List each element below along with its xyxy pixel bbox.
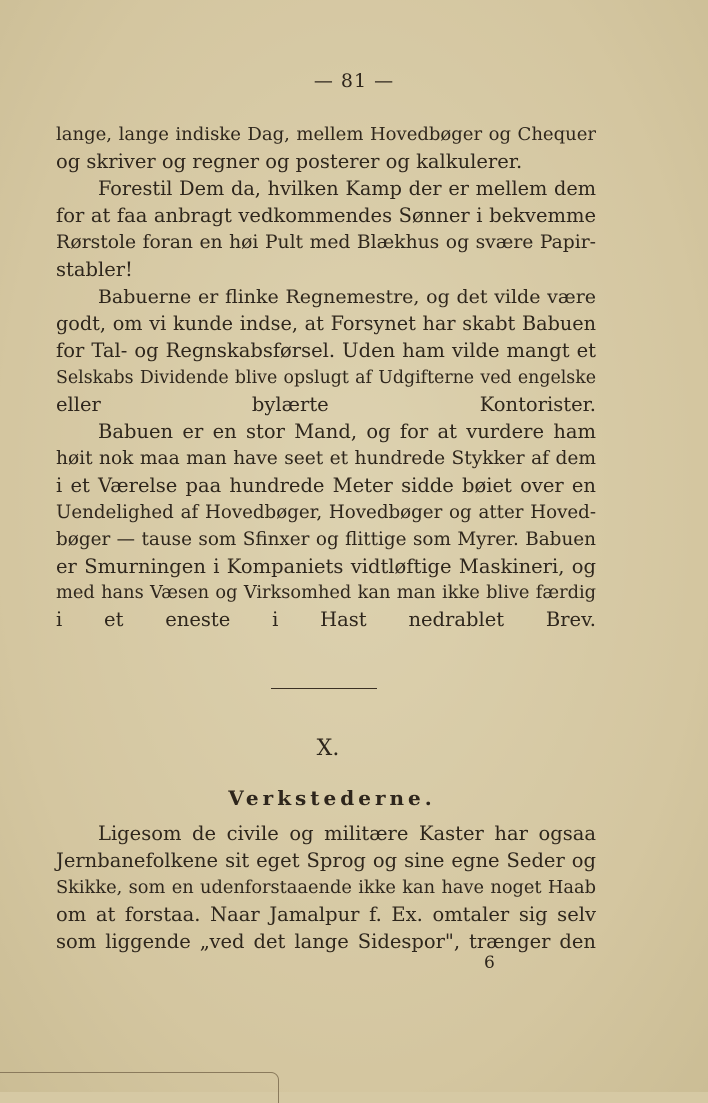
text-line: er Smurningen i Kompaniets vidtløftige Maskineri, og [56, 554, 596, 578]
text-line: Skikke, som en udenforstaaende ikke kan have noget Haab [56, 876, 596, 898]
text-line: Ligesom de civile og militære Kaster har ogsaa [98, 822, 596, 845]
text-line: for Tal- og Regnskabsførsel. Uden ham vilde mangt et [56, 338, 596, 362]
paragraph-2 [56, 176, 596, 284]
text-line: Uendelighed af Hovedbøger, Hovedbøger og atter Hoved- [56, 501, 596, 523]
chapter-title: Verkstederne. [228, 786, 436, 810]
paragraph-3 [56, 284, 596, 419]
signature-mark: 6 [484, 953, 495, 973]
text-line: Selskabs Dividende blive opslugt af Udgifterne ved engelske [56, 367, 596, 388]
paragraph-4 [56, 419, 596, 634]
text-line: stabler! [56, 257, 133, 281]
text-line: som liggende „ved det lange Sidespor", trænger den [56, 929, 596, 953]
section-divider [271, 688, 377, 689]
text-line: med hans Væsen og Virksomhed kan man ikke blive færdig [56, 582, 596, 604]
text-line: godt, om vi kunde indse, at Forsynet har skabt Babuen [56, 311, 596, 335]
text-line: for at faa anbragt vedkommendes Sønner i bekvemme [56, 203, 596, 227]
chapter-number: X. [316, 736, 340, 761]
paragraph-5 [56, 821, 596, 956]
text-line: og skriver og regner og posterer og kalkulerer. [56, 149, 523, 173]
text-line: høit nok maa man have seet et hundrede Stykker af dem [56, 447, 596, 469]
page-edge-tab [0, 1072, 279, 1103]
text-line: lange, lange indiske Dag, mellem Hovedbøger og Chequer [56, 124, 596, 145]
paragraph-1 [56, 122, 596, 176]
text-line: eller bylærte Kontorister. [56, 392, 596, 416]
text-line: om at forstaa. Naar Jamalpur f. Ex. omtaler sig selv [56, 902, 596, 926]
text-line: bøger — tause som Sfinxer og flittige som Myrer. Babuen [56, 528, 596, 550]
text-line: Jernbanefolkene sit eget Sprog og sine egne Seder og [56, 848, 596, 872]
text-line: i et Værelse paa hundrede Meter sidde bøiet over en [56, 473, 596, 497]
text-line: Rørstole foran en høi Pult med Blækhus og svære Papir- [56, 231, 596, 253]
text-line: i et eneste i Hast nedrablet Brev. [56, 608, 596, 632]
page-number: — 81 — [313, 70, 395, 92]
text-line: Forestil Dem da, hvilken Kamp der er mellem dem [98, 177, 596, 200]
text-line: Babuen er en stor Mand, og for at vurdere ham [98, 420, 596, 443]
text-line: Babuerne er flinke Regnemestre, og det vilde være [98, 286, 596, 308]
